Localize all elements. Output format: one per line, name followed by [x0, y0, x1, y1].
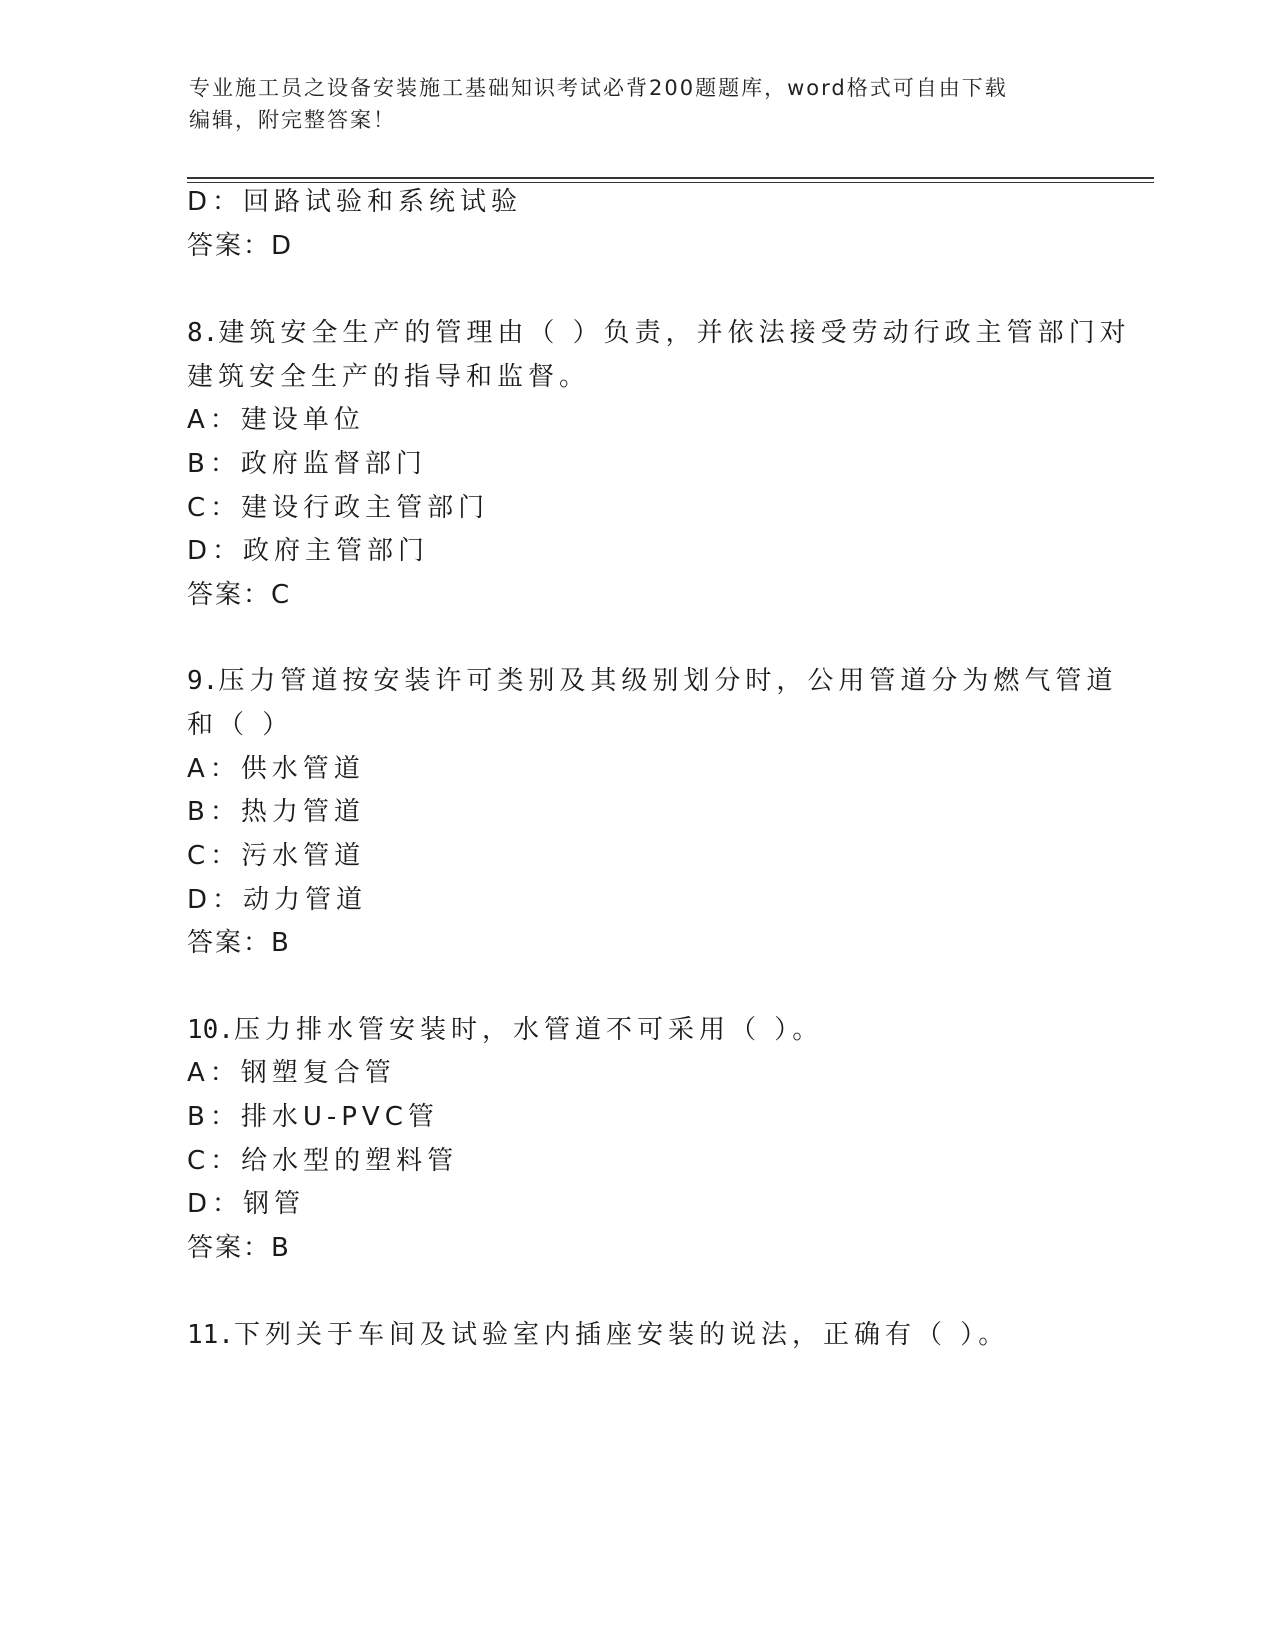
document-header: [189, 72, 1089, 136]
question-11-line1: [187, 1317, 1009, 1353]
question-9-option-c: C：污水管道: [187, 841, 366, 871]
question-8-line1: [187, 315, 1131, 351]
question-8-line2: 建筑安全生产的指导和监督。: [187, 362, 591, 392]
question-8-option-d: D：政府主管部门: [187, 536, 430, 566]
question-10-option-c: C：给水型的塑料管: [187, 1146, 459, 1176]
question-9-option-b: B：热力管道: [187, 797, 365, 827]
question-10-option-b: B：排水U-PVC管: [187, 1102, 439, 1132]
question-text: 建筑安全生产的管理由（ ）负责，并依法接受劳动行政主管部门对: [218, 318, 1131, 348]
prev-option-d: D：回路试验和系统试验: [187, 187, 523, 217]
question-number: 8.: [187, 318, 219, 348]
question-10-line1: [187, 1012, 823, 1048]
header-divider-thin: [187, 182, 1154, 183]
question-number: 11.: [187, 1320, 234, 1350]
question-8-answer: 答案：C: [187, 580, 292, 610]
question-number: 10.: [187, 1015, 234, 1045]
question-10-answer: 答案：B: [187, 1233, 291, 1263]
header-title-line1: 专业施工员之设备安装施工基础知识考试必背200题题库，word格式可自由下载: [189, 76, 1008, 100]
header-divider-thick: [187, 177, 1154, 179]
question-10-option-d: D：钢管: [187, 1189, 306, 1219]
prev-answer: 答案：D: [187, 231, 294, 261]
question-text: 下列关于车间及试验室内插座安装的说法，正确有（ ）。: [233, 1320, 1010, 1350]
question-8-option-b: B：政府监督部门: [187, 449, 427, 479]
question-9-option-d: D：动力管道: [187, 885, 368, 915]
question-9-line2: 和（ ）: [187, 710, 294, 740]
question-text: 压力管道按安装许可类别及其级别划分时，公用管道分为燃气管道: [218, 666, 1118, 696]
question-9-option-a: A：供水管道: [187, 754, 365, 784]
question-number: 9.: [187, 666, 219, 696]
question-8-option-c: C：建设行政主管部门: [187, 493, 490, 523]
header-title-line2: 编辑，附完整答案！: [189, 108, 396, 132]
question-10-option-a: A：钢塑复合管: [187, 1058, 396, 1088]
question-9-answer: 答案：B: [187, 928, 291, 958]
question-text: 压力排水管安装时，水管道不可采用（ ）。: [233, 1015, 824, 1045]
question-9-line1: [187, 663, 1117, 699]
question-8-option-a: A：建设单位: [187, 405, 365, 435]
